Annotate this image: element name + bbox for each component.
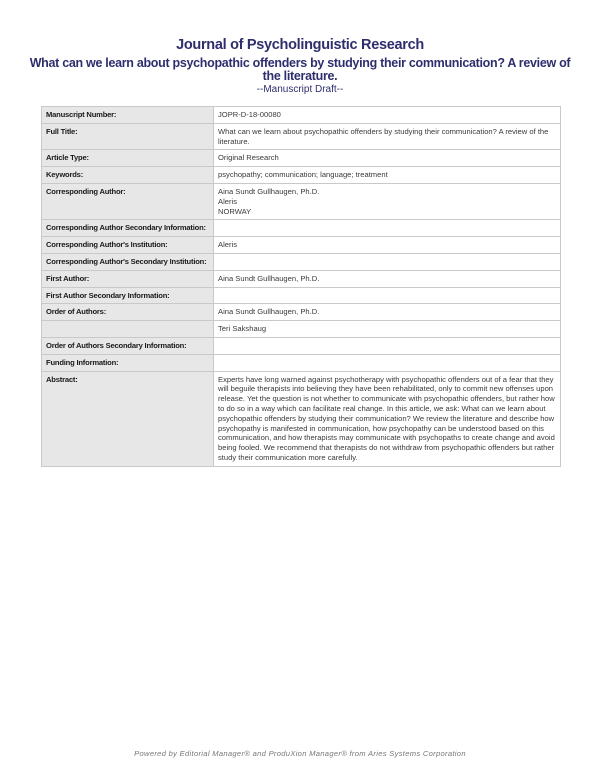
metadata-label: Order of Authors Secondary Information: — [42, 337, 214, 354]
metadata-row — [42, 107, 561, 124]
metadata-value — [214, 304, 561, 321]
metadata-label: Abstract: — [42, 371, 214, 466]
metadata-value — [214, 150, 561, 167]
metadata-value — [214, 321, 561, 338]
metadata-table-body — [42, 107, 561, 467]
metadata-row — [42, 304, 561, 321]
metadata-label: Corresponding Author's Secondary Institution: — [42, 253, 214, 270]
footer-credit: Powered by Editorial Manager® and ProduXion Manager® from Aries Systems Corporation — [134, 749, 466, 758]
metadata-value-line: NORWAY — [218, 206, 252, 216]
metadata-value-line: Original Research — [218, 153, 279, 163]
metadata-value-line: Experts have long warned against psychotherapy with psychopathic offenders out of a fear that they will beguile therapists into believing they have been rehabilitated, only to commit new offenses upon release. Yet the question is not whether to communicate with psychopathic offenders, but rather how to do so in a way which can facilitate real change. In this article, we ask: What can we learn about psychopathic offenders by studying their communication? We review the literature and describe how psychopathy is manifested in communication, how psychopathy can be understood based on this communication, and how therapists may communicate with psychopaths to create change and avoid being fooled. We recommend that therapists do not withdraw from psychopathic offenders but rather study their communication more carefully. — [218, 374, 555, 462]
metadata-row — [42, 287, 561, 304]
metadata-value-line: Aina Sundt Gullhaugen, Ph.D. — [218, 307, 320, 317]
metadata-label: Corresponding Author: — [42, 183, 214, 219]
metadata-value-line: Teri Sakshaug — [218, 324, 267, 334]
metadata-label: Corresponding Author Secondary Information: — [42, 220, 214, 237]
metadata-label: Order of Authors: — [42, 304, 214, 321]
metadata-value — [214, 220, 561, 237]
metadata-row — [42, 237, 561, 254]
manuscript-title: What can we learn about psychopathic offenders by studying their communication? A review of the literature. — [29, 56, 571, 83]
metadata-value — [214, 183, 561, 219]
metadata-label: Manuscript Number: — [42, 107, 214, 124]
metadata-label: Funding Information: — [42, 354, 214, 371]
metadata-label: First Author: — [42, 270, 214, 287]
metadata-label: Keywords: — [42, 167, 214, 184]
metadata-row — [42, 167, 561, 184]
metadata-row — [42, 337, 561, 354]
metadata-row — [42, 371, 561, 466]
metadata-value — [214, 337, 561, 354]
metadata-value — [214, 123, 561, 150]
metadata-value — [214, 371, 561, 466]
metadata-value-line: Aina Sundt Gullhaugen, Ph.D. — [218, 273, 320, 283]
manuscript-metadata-table — [41, 106, 561, 467]
metadata-value-line: Aina Sundt Gullhaugen, Ph.D. — [218, 186, 320, 196]
metadata-row — [42, 220, 561, 237]
metadata-row — [42, 270, 561, 287]
metadata-value — [214, 237, 561, 254]
metadata-label: Full Title: — [42, 123, 214, 150]
metadata-value — [214, 253, 561, 270]
metadata-label: Corresponding Author's Institution: — [42, 237, 214, 254]
metadata-value-line: What can we learn about psychopathic offenders by studying their communication? A review of the literature. — [218, 126, 549, 146]
metadata-label — [42, 321, 214, 338]
metadata-value — [214, 107, 561, 124]
metadata-label: First Author Secondary Information: — [42, 287, 214, 304]
draft-label: --Manuscript Draft-- — [256, 84, 344, 95]
document-header — [0, 36, 600, 96]
metadata-value — [214, 167, 561, 184]
metadata-value — [214, 287, 561, 304]
metadata-value-line: Aleris — [218, 196, 237, 206]
metadata-row — [42, 354, 561, 371]
metadata-row — [42, 321, 561, 338]
metadata-value-line: JOPR-D-18-00080 — [218, 110, 281, 119]
metadata-row — [42, 183, 561, 219]
journal-name: Journal of Psycholinguistic Research — [176, 37, 424, 53]
metadata-row — [42, 253, 561, 270]
metadata-value-line: psychopathy; communication; language; treatment — [218, 170, 388, 180]
metadata-value-line: Aleris — [218, 240, 237, 250]
metadata-value — [214, 354, 561, 371]
metadata-label: Article Type: — [42, 150, 214, 167]
metadata-row — [42, 150, 561, 167]
metadata-row — [42, 123, 561, 150]
metadata-value — [214, 270, 561, 287]
